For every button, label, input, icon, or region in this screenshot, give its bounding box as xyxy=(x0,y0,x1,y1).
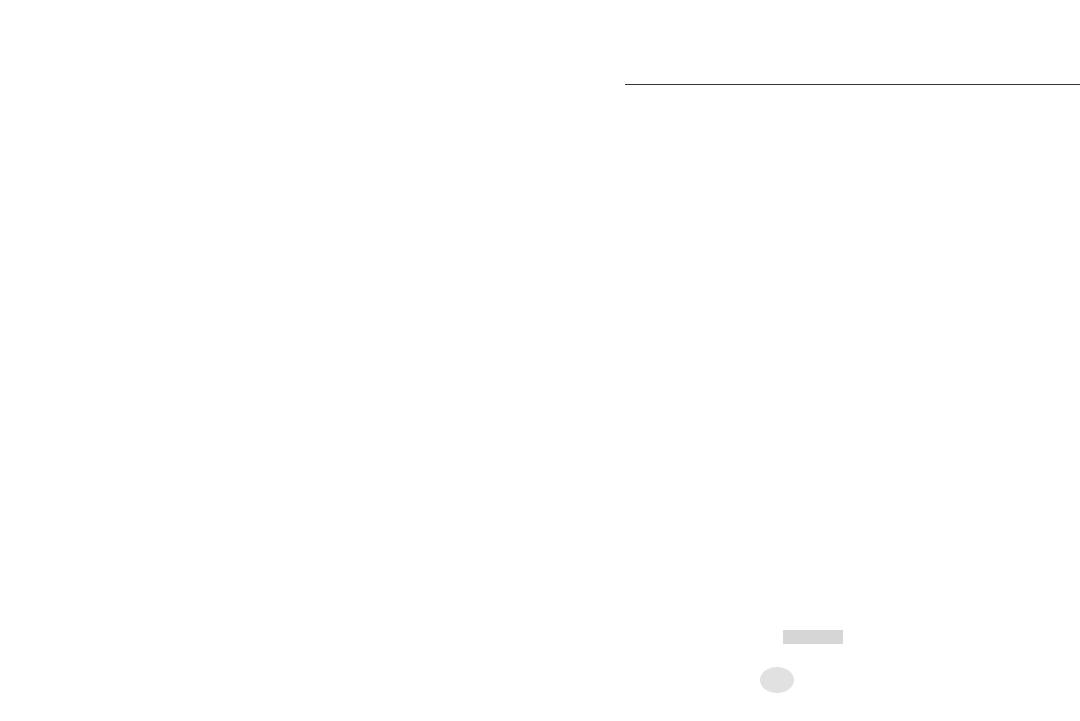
selection-highlight xyxy=(783,630,843,644)
period-divider xyxy=(625,84,1080,85)
watermark xyxy=(760,660,802,700)
wechat-icon xyxy=(760,667,794,693)
